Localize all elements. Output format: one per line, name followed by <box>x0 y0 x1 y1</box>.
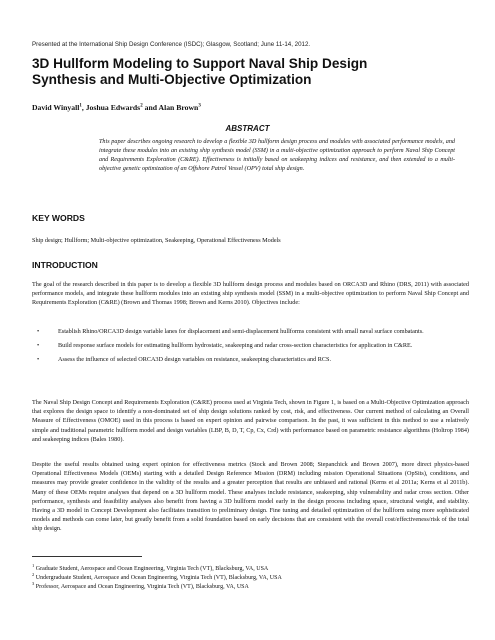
keywords-text: Ship design; Hullform; Multi-objective optimization, Seakeeping, Operational Effectiveness Models <box>32 237 281 244</box>
author-separator: and <box>142 103 159 112</box>
bullet-icon: • <box>37 342 40 350</box>
author-affiliation-mark: 3 <box>198 103 201 109</box>
intro-paragraph-1: The goal of the research described in this paper is to develop a flexible 3D hullform design process and modules based on ORCA3D and Rhino (DRS, 2011) with associated performance models, and integrate these hullform modules into an existing ship synthesis model (SSM) in a multi-objective optimization to perform Naval Ship Concept and Requirements Exploration (C&RE) (Brown and Thomas 1998; Brown and Kerns 2010). Objectives include: <box>32 281 469 307</box>
author-name: David Winyall <box>32 103 80 112</box>
list-item-text: Build response surface models for estimating hullform hydrostatic, seakeeping and radar cross-section characteristics for application in C&RE. <box>58 342 413 350</box>
author-affiliation-mark: 2 <box>140 103 143 109</box>
title-line-1: 3D Hullform Modeling to Support Naval Ship Design <box>32 56 368 71</box>
footnote-mark: 3 <box>32 581 35 586</box>
footnote-divider <box>32 556 142 557</box>
author-name: Alan Brown <box>158 103 199 112</box>
intro-paragraph-3: Despite the useful results obtained using expert opinion for effectiveness metrics (Stock and Brown 2008; Stepanchick and Brown 2007), more direct physics-based Operational Effectiveness Models (OEMs) starting with a detailed Design Reference Mission (DRM) including mission Operational Situations (OpSits), conditions, and measures may provide greater confidence in the validity of the results and a greater perception that results are unbiased and rational (Kerns et al 2011a; Kerns et al 2011b). Many of these OEMs require analyses that depend on a 3D hullform model. These analyses include resistance, seakeeping, ship vulnerability and radar cross section. Other performance, synthesis and feasibility analyses also benefit from having a 3D hullform model early in the design process including space, structural weight, and stability. Having a 3D model in Concept Development also facilitates transition to preliminary design. Fine tuning and detailed optimization of the hullform using more sophisticated models and methods can come later, but greatly benefit from a solid foundation based on early decisions that are consistent with the overall cost/effectiveness/risk of the total ship design. <box>32 461 469 533</box>
objectives-list <box>32 327 469 370</box>
introduction-heading: INTRODUCTION <box>32 260 98 270</box>
footnote-mark: 1 <box>32 563 35 568</box>
title-line-2: Synthesis and Multi-Objective Optimization <box>32 72 312 87</box>
abstract-text: This paper describes ongoing research to develop a flexible 3D hullform design process and modules with associated performance models, and integrate these modules into an existing ship synthesis model (SSM) in a multi-objective optimization approach to perform Naval Ship Concept and Requirements Exploration (C&RE). Effectiveness is initially based on seakeeping indices and resistance, and then extended to a multi-objective genetic optimization of an Offshore Patrol Vessel (OPV) total ship design. <box>99 139 455 172</box>
author-separator: , <box>81 103 86 112</box>
footnote-text: Undergraduate Student, Aerospace and Ocean Engineering, Virginia Tech (VT), Blacksburg, VA, USA <box>35 575 282 581</box>
conference-note: Presented at the International Ship Design Conference (ISDC); Glasgow, Scotland; June 11-14, 2012. <box>32 41 311 48</box>
list-item <box>32 355 469 364</box>
list-item <box>32 327 469 336</box>
paper-title <box>32 56 472 88</box>
author-affiliation-mark: 1 <box>79 103 82 109</box>
bullet-icon: • <box>37 328 40 335</box>
keywords-heading: KEY WORDS <box>32 213 85 223</box>
footnote-text: Professor, Aerospace and Ocean Engineering, Virginia Tech (VT), Blacksburg, VA, USA <box>35 584 249 590</box>
list-item <box>32 341 469 350</box>
author-name: Joshua Edwards <box>85 103 141 112</box>
author-list <box>32 103 201 112</box>
list-item-text: Assess the influence of selected ORCA3D design variables on resistance, seakeeping characteristics and RCS. <box>58 356 332 364</box>
intro-paragraph-2: The Naval Ship Design Concept and Requirements Exploration (C&RE) process used at Virginia Tech, shown in Figure 1, is based on a Multi-Objective Optimization approach that explores the design space to identify a non-dominated set of ship design solutions ranked by cost, risk, and effectiveness. Our current method of calculating an Overall Measure of Effectiveness (OMOE) used in this process is based on expert opinion and pairwise comparison. In the past, it was sufficient in this method to use a relatively simple and traditional parametric hullform model and design variables (LBP, B, D, T, Cp, Cx, Crd) with performance based on parametric resistance algorithms (Holtrop 1984) and seakeeping indices (Bales 1980). <box>32 399 469 443</box>
footnote-mark: 2 <box>32 572 35 577</box>
footnote-text: Graduate Student, Aerospace and Ocean Engineering, Virginia Tech (VT), Blacksburg, VA, USA <box>35 566 269 572</box>
list-item-text: Establish Rhino/ORCA3D design variable lanes for displacement and semi-displacement hullforms consistent with small naval surface combatants. <box>58 328 424 335</box>
bullet-icon: • <box>37 356 40 364</box>
abstract-heading: ABSTRACT <box>225 124 270 133</box>
footnote <box>32 579 469 592</box>
